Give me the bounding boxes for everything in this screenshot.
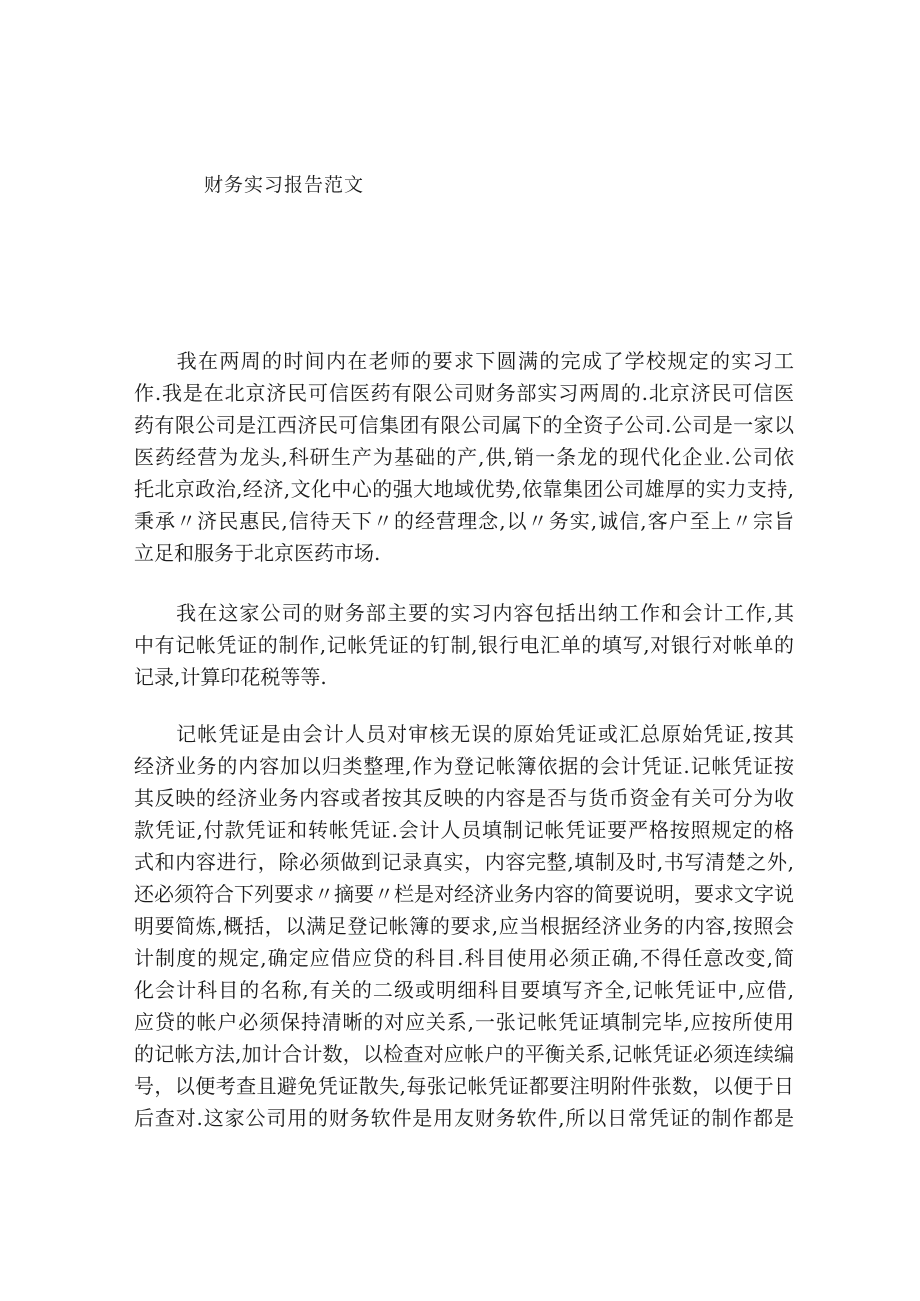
paragraph-line: 中有记帐凭证的制作,记帐凭证的钉制,银行电汇单的填写,对银行对帐单的 (134, 633, 794, 657)
paragraph-line: 其反映的经济业务内容或者按其反映的内容是否与货币资金有关可分为收 (134, 786, 794, 810)
paragraph-line: 药有限公司是江西济民可信集团有限公司属下的全资子公司.公司是一家以 (134, 413, 794, 437)
paragraph-line: 号，以便考查且避免凭证散失,每张记帐凭证都要注明附件张数，以便于日 (134, 1074, 794, 1098)
paragraph-line: 的记帐方法,加计合计数，以检查对应帐户的平衡关系,记帐凭证必须连续编 (134, 1042, 794, 1066)
paragraph-3 (134, 718, 794, 1134)
paragraph-line: 经济业务的内容加以归类整理,作为登记帐簿依据的会计凭证.记帐凭证按 (134, 754, 794, 778)
paragraph-line: 秉承〃济民惠民,信待天下〃的经营理念,以〃务实,诚信,客户至上〃宗旨 (134, 509, 794, 533)
paragraph-line: 托北京政治,经济,文化中心的强大地域优势,依靠集团公司雄厚的实力支持, (134, 477, 794, 501)
paragraph-line: 应贷的帐户必须保持清晰的对应关系,一张记帐凭证填制完毕,应按所使用 (134, 1010, 794, 1034)
paragraph-line: 计制度的规定,确定应借应贷的科目.科目使用必须正确,不得任意改变,简 (134, 946, 794, 970)
paragraph-line: 作.我是在北京济民可信医药有限公司财务部实习两周的.北京济民可信医 (134, 381, 794, 405)
paragraph-line: 明要简炼,概括，以满足登记帐簿的要求,应当根据经济业务的内容,按照会 (134, 914, 794, 938)
paragraph-line: 还必须符合下列要求〃摘要〃栏是对经济业务内容的简要说明，要求文字说 (134, 882, 794, 906)
paragraph-line: 记录,计算印花税等等. (134, 665, 327, 689)
paragraph-line: 我在两周的时间内在老师的要求下圆满的完成了学校规定的实习工 (134, 349, 794, 373)
paragraph-line: 记帐凭证是由会计人员对审核无误的原始凭证或汇总原始凭证,按其 (134, 722, 794, 746)
paragraph-line: 化会计科目的名称,有关的二级或明细科目要填写齐全,记帐凭证中,应借, (134, 978, 794, 1002)
paragraph-line: 我在这家公司的财务部主要的实习内容包括出纳工作和会计工作,其 (134, 601, 794, 625)
paragraph-line: 款凭证,付款凭证和转帐凭证.会计人员填制记帐凭证要严格按照规定的格 (134, 818, 794, 842)
paragraph-line: 立足和服务于北京医药市场. (134, 541, 381, 565)
paragraph-line: 医药经营为龙头,科研生产为基础的产,供,销一条龙的现代化企业.公司依 (134, 445, 794, 469)
paragraph-line: 后查对.这家公司用的财务软件是用友财务软件,所以日常凭证的制作都是 (134, 1106, 794, 1130)
paragraph-line: 式和内容进行，除必须做到记录真实，内容完整,填制及时,书写清楚之外, (134, 850, 794, 874)
document-title: 财务实习报告范文 (204, 174, 365, 196)
paragraph-2 (134, 597, 794, 693)
paragraph-1 (134, 345, 794, 569)
